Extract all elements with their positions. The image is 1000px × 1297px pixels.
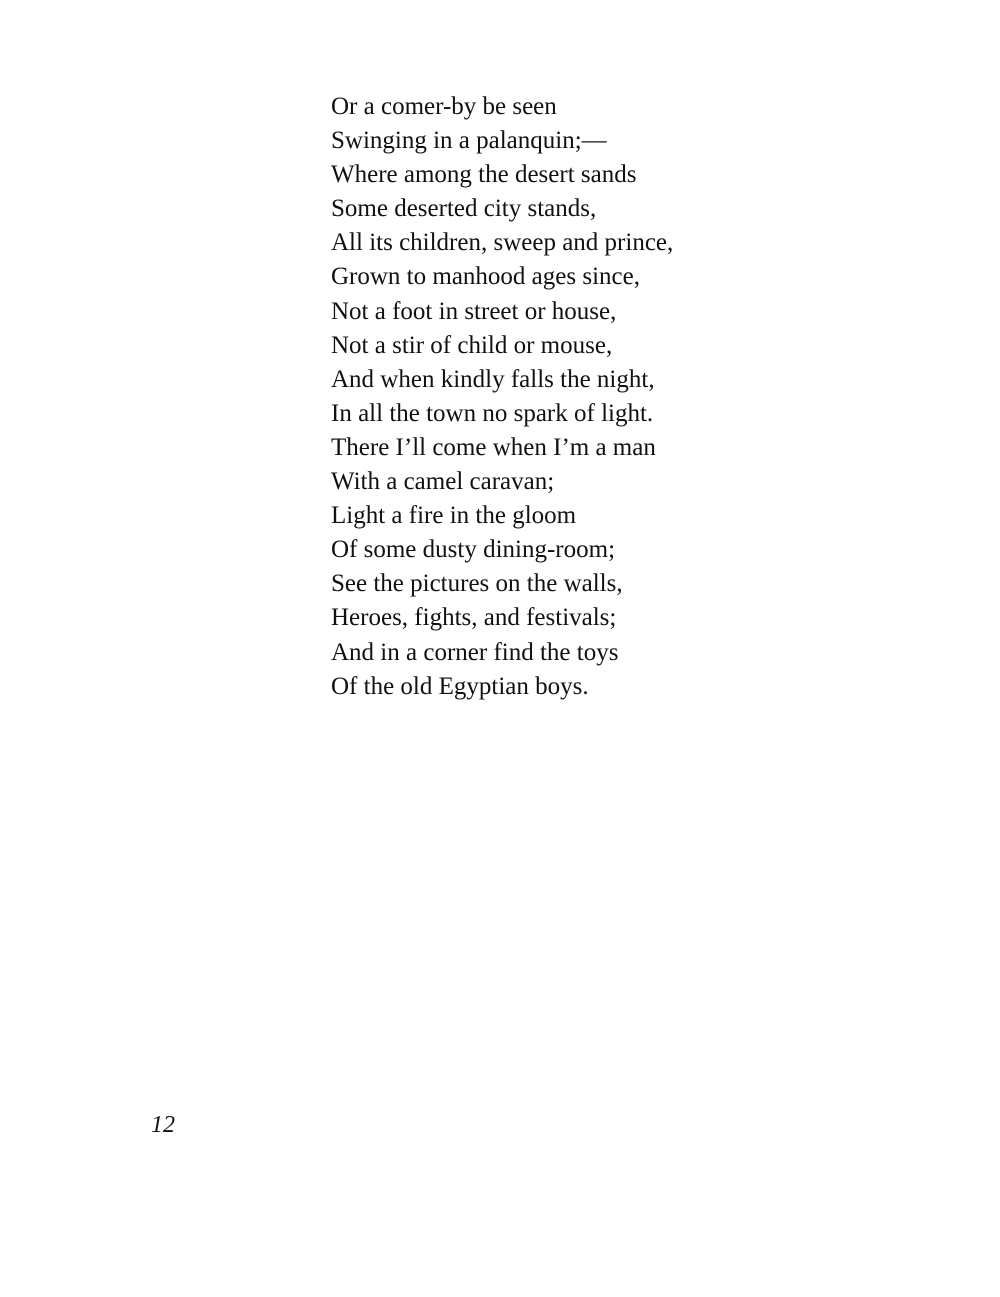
poem-line: Swinging in a palanquin;— — [331, 127, 607, 155]
poem-line: There I’ll come when I’m a man — [331, 433, 656, 461]
poem-line: Some deserted city stands, — [331, 195, 597, 223]
poem-line: Or a comer-by be seen — [331, 93, 557, 120]
poem-line: Not a stir of child or mouse, — [331, 331, 613, 359]
poem-line: With a camel caravan; — [331, 468, 555, 496]
poem-line: And in a corner find the toys — [331, 638, 619, 666]
poem-line: Of the old Egyptian boys. — [331, 672, 589, 700]
poem-line: All its children, sweep and prince, — [331, 229, 674, 257]
poem-line: See the pictures on the walls, — [331, 570, 623, 598]
poem-line: Not a foot in street or house, — [331, 297, 617, 325]
poem-line: And when kindly falls the night, — [331, 365, 655, 393]
page-number: 12 — [151, 1112, 175, 1138]
poem-line: In all the town no spark of light. — [331, 399, 654, 427]
poem-line: Of some dusty dining-room; — [331, 536, 616, 564]
poem-line: Heroes, fights, and festivals; — [331, 604, 617, 632]
poem-stanza — [331, 90, 673, 704]
poem-line: Light a fire in the gloom — [331, 502, 577, 530]
poem-line: Grown to manhood ages since, — [331, 263, 640, 291]
poem-line: Where among the desert sands — [331, 161, 637, 189]
